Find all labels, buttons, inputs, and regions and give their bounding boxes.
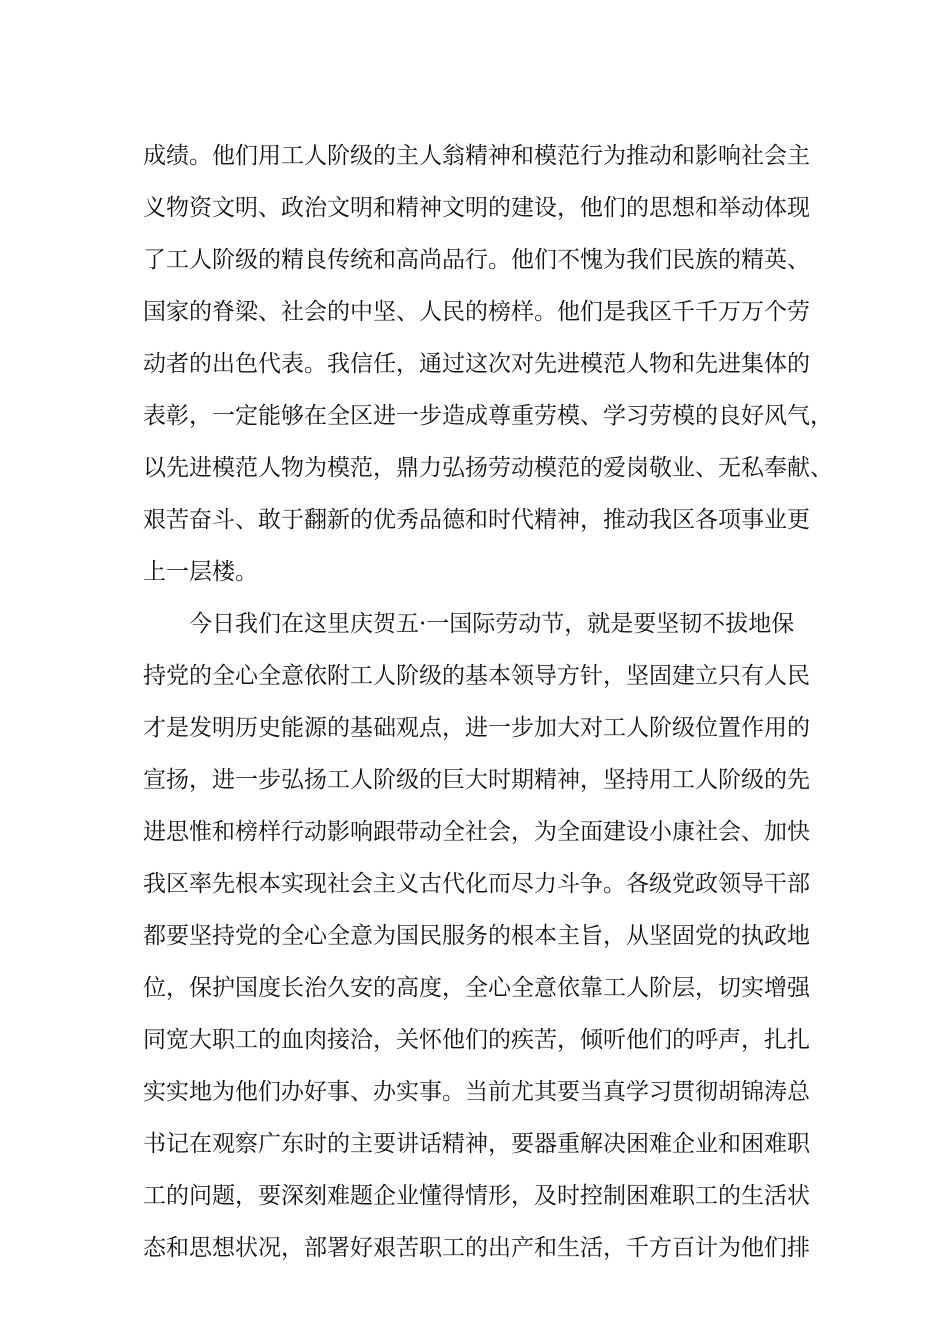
text-line: 以先进模范人物为模范，鼎力弘扬劳动模范的爱岗敬业、无私奉献、	[143, 455, 833, 481]
text-line: 表彰，一定能够在全区进一步造成尊重劳模、学习劳模的良好风气，	[143, 403, 833, 429]
text-line: 同宽大职工的血肉接洽，关怀他们的疾苦，倾听他们的呼声，扎扎	[143, 1027, 810, 1053]
text-line: 工的问题，要深刻难题企业懂得情形，及时控制困难职工的生活状	[143, 1183, 810, 1209]
text-line: 持党的全心全意依附工人阶级的基本领导方针，坚固建立只有人民	[143, 663, 810, 689]
text-line: 实实地为他们办好事、办实事。当前尤其要当真学习贯彻胡锦涛总	[143, 1079, 810, 1105]
text-line: 进思惟和榜样行动影响跟带动全社会，为全面建设小康社会、加快	[143, 819, 810, 845]
text-line: 国家的脊梁、社会的中坚、人民的榜样。他们是我区千千万万个劳	[143, 299, 810, 325]
paragraph-2	[143, 598, 843, 1274]
text-line: 态和思想状况，部署好艰苦职工的出产和生活，千方百计为他们排	[143, 1235, 810, 1261]
text-line: 了工人阶级的精良传统和高尚品行。他们不愧为我们民族的精英、	[143, 247, 810, 273]
text-line: 今日我们在这里庆贺五·一国际劳动节，就是要坚韧不拔地保	[189, 611, 795, 637]
text-line: 才是发明历史能源的基础观点，进一步加大对工人阶级位置作用的	[143, 715, 810, 741]
text-line: 艰苦奋斗、敢于翻新的优秀品德和时代精神，推动我区各项事业更	[143, 507, 810, 533]
text-line: 上一层楼。	[143, 559, 258, 585]
text-line: 动者的出色代表。我信任，通过这次对先进模范人物和先进集体的	[143, 351, 810, 377]
text-line: 成绩。他们用工人阶级的主人翁精神和模范行为推动和影响社会主	[143, 143, 810, 169]
paragraph-1	[143, 130, 843, 598]
text-line: 书记在观察广东时的主要讲话精神，要器重解决困难企业和困难职	[143, 1131, 810, 1157]
text-line: 宣扬，进一步弘扬工人阶级的巨大时期精神，坚持用工人阶级的先	[143, 767, 810, 793]
text-line: 位，保护国度长治久安的高度，全心全意依靠工人阶层，切实增强	[143, 975, 810, 1001]
body-text	[143, 130, 843, 1274]
text-line: 我区率先根本实现社会主义古代化而尽力斗争。各级党政领导干部	[143, 871, 810, 897]
text-line: 都要坚持党的全心全意为国民服务的根本主旨，从坚固党的执政地	[143, 923, 810, 949]
text-line: 义物资文明、政治文明和精神文明的建设，他们的思想和举动体现	[143, 195, 810, 221]
